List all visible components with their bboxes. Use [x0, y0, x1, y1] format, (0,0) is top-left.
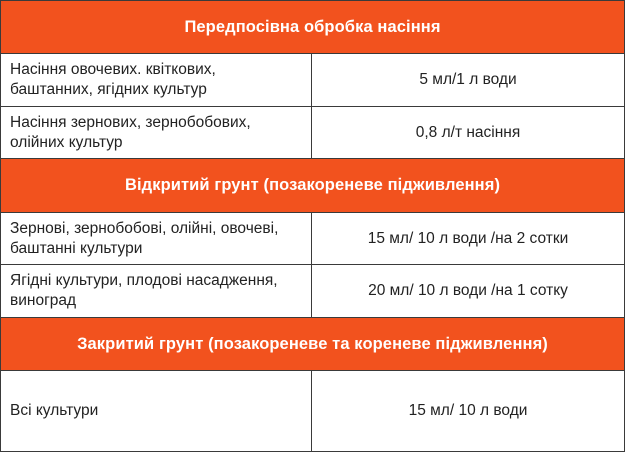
dosage-cell: 0,8 л/т насіння — [415, 123, 521, 141]
table-row — [1, 265, 624, 318]
table-row — [1, 107, 624, 160]
dosage-cell: 15 мл/ 10 л води /на 2 сотки — [367, 229, 569, 247]
crop-cell — [1, 54, 312, 106]
section-header-closed-ground — [1, 318, 624, 371]
crop-label-line: Ягідні культури, плодові насадження, — [10, 272, 278, 290]
crop-cell — [1, 107, 312, 159]
crop-label-line: Зернові, зернобобові, олійні, овочеві, — [10, 219, 279, 237]
section-header-seed-treatment — [1, 1, 624, 54]
crop-label-line: Насіння зернових, зернобобових, — [10, 113, 251, 131]
crop-cell — [1, 371, 312, 451]
section-title: Відкритий грунт (позакореневе підживлення) — [124, 176, 501, 195]
table-row — [1, 371, 624, 451]
crop-label-line: баштанні культури — [10, 239, 143, 257]
crop-cell — [1, 213, 312, 265]
dosage-cell: 15 мл/ 10 л води — [408, 402, 528, 420]
table-row — [1, 213, 624, 266]
section-header-open-ground — [1, 159, 624, 212]
section-title: Закритий грунт (позакореневе та кореневе підживлення) — [77, 334, 548, 353]
dosage-cell: 20 мл/ 10 л води /на 1 сотку — [368, 282, 568, 300]
crop-label-line: виноград — [10, 292, 77, 310]
crop-label-line: Насіння овочевих. квіткових, — [10, 61, 216, 79]
crop-label-line: олійних культур — [10, 133, 123, 151]
dosage-cell: 5 мл/1 л води — [419, 71, 517, 89]
section-title: Передпосівна обробка насіння — [184, 17, 441, 36]
crop-label-line: Всі культури — [10, 402, 99, 420]
crop-cell — [1, 265, 312, 317]
table-row — [1, 54, 624, 107]
crop-label-line: баштанних, ягідних культур — [10, 81, 207, 99]
